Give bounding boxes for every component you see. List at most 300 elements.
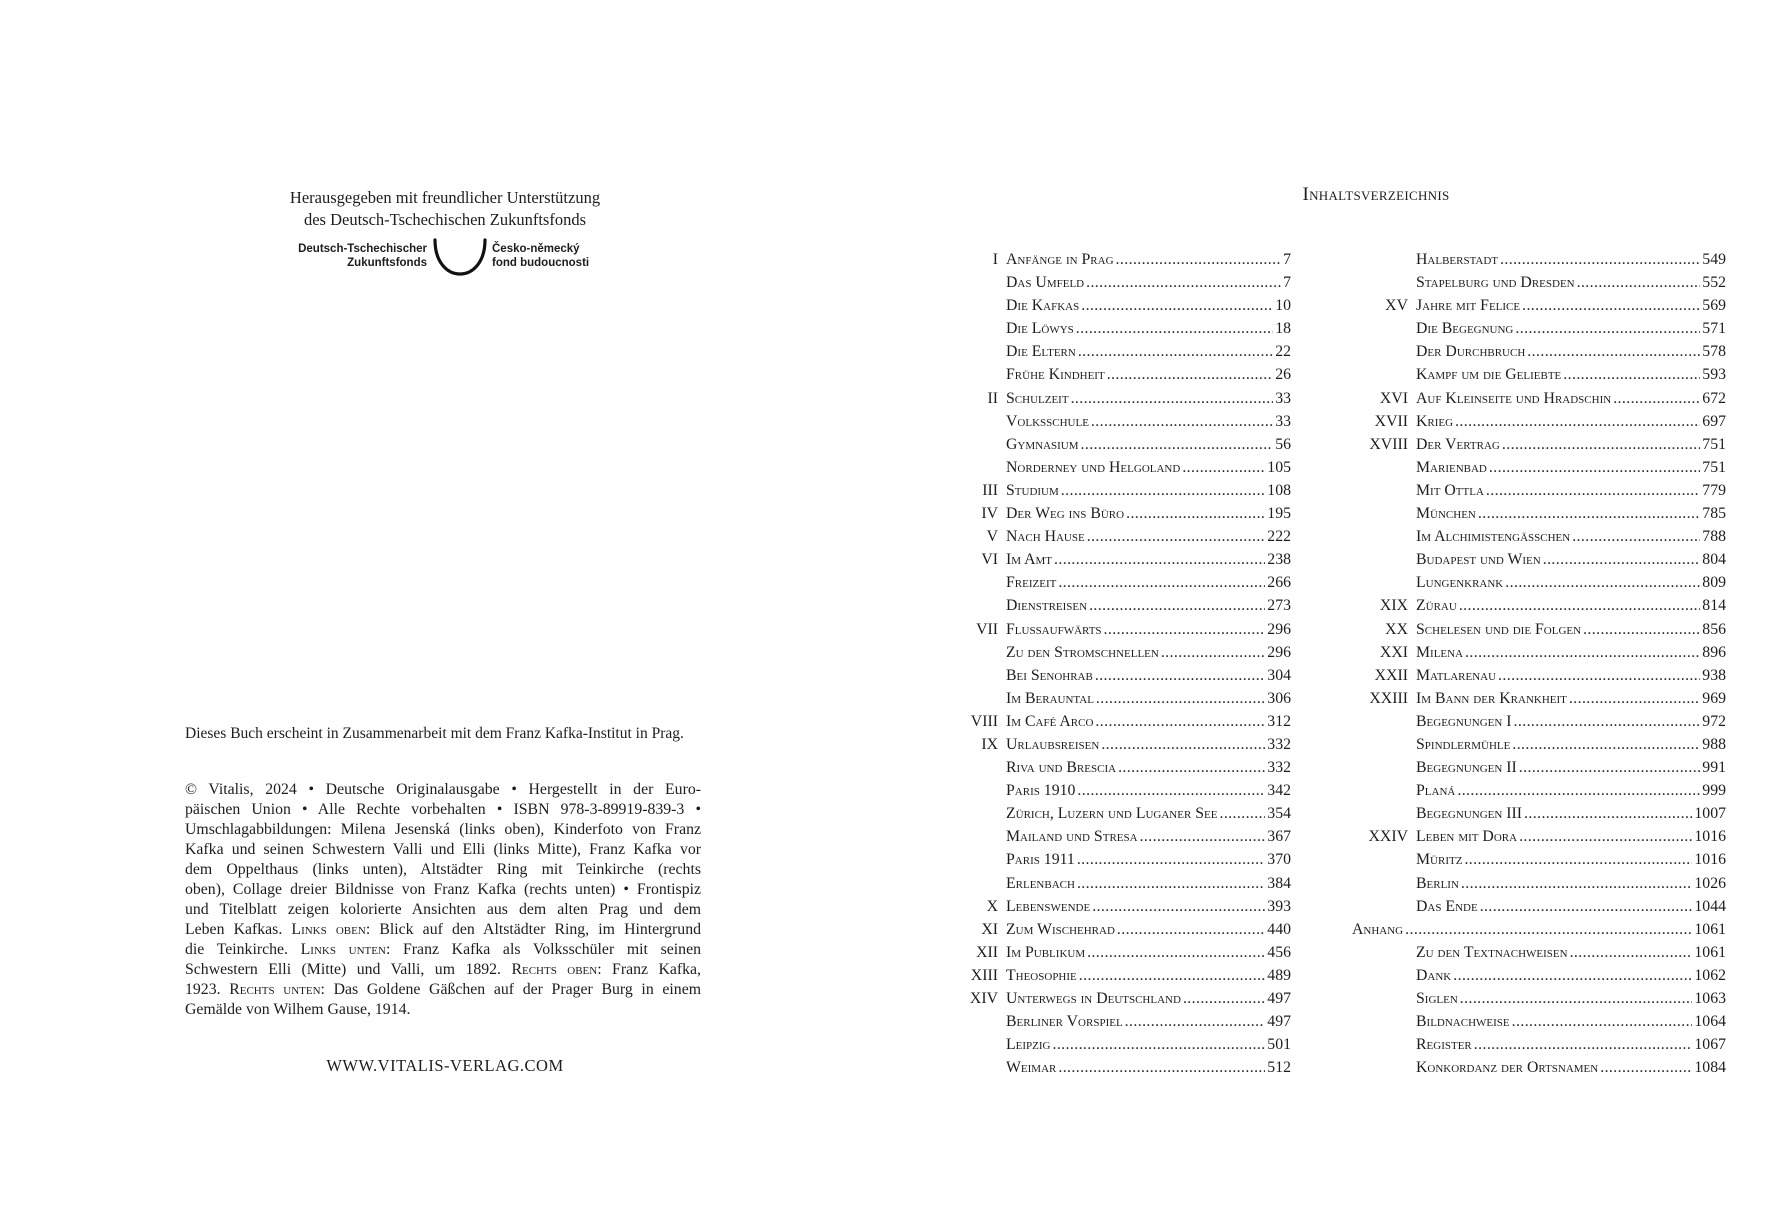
chapter-title: Norderney und Helgoland xyxy=(1006,458,1181,476)
chapter-title: Berliner Vorspiel xyxy=(1006,1013,1123,1031)
toc-entry xyxy=(1352,571,1726,594)
chapter-title: Unterwegs in Deutschland xyxy=(1006,990,1181,1007)
chapter-title: Begegnungen I xyxy=(1416,712,1512,730)
toc-entry xyxy=(946,548,1291,571)
imprint-line xyxy=(185,860,701,880)
toc-entry xyxy=(1352,825,1726,848)
dot-leader xyxy=(1524,802,1692,825)
toc-entry-line xyxy=(1352,918,1726,941)
chapter-title: Mit Ottla xyxy=(1416,481,1484,499)
dot-leader xyxy=(1489,456,1700,479)
dot-leader xyxy=(1505,571,1700,594)
imprint-line xyxy=(185,960,701,980)
toc-entry-line xyxy=(1006,340,1291,363)
toc-entry xyxy=(946,941,1291,964)
logo-line: fond budoucnosti xyxy=(492,257,590,269)
dot-leader xyxy=(1453,964,1692,987)
page-number: 367 xyxy=(1267,828,1291,846)
page-number: 593 xyxy=(1702,366,1726,384)
chapter-number: II xyxy=(987,389,998,407)
chapter-number: XXII xyxy=(1374,666,1408,684)
toc-entry-line xyxy=(1416,687,1726,710)
chapter-title: Planá xyxy=(1416,782,1456,800)
page-number: 969 xyxy=(1702,689,1726,707)
chapter-number: X xyxy=(986,897,998,915)
dot-leader xyxy=(1091,410,1273,433)
imprint-text: : Blick auf den Altstädter Ring, im Hintergrund xyxy=(365,921,701,938)
imprint-text: Kafka und seinen Schwestern Valli und Elli (links Mitte), Franz Kafka vor xyxy=(185,841,701,858)
chapter-number: XII xyxy=(976,943,998,961)
dot-leader xyxy=(1600,1056,1692,1079)
right-page xyxy=(886,0,1772,1208)
page-number: 1063 xyxy=(1694,990,1726,1007)
zukunftsfonds-logo xyxy=(277,238,637,278)
dot-leader xyxy=(1107,363,1274,386)
toc-entry-line xyxy=(1006,733,1291,756)
page-number: 332 xyxy=(1267,759,1291,777)
dot-leader xyxy=(1061,479,1266,502)
page-number: 552 xyxy=(1702,274,1726,292)
chapter-number: VIII xyxy=(970,712,998,730)
page-number: 33 xyxy=(1275,412,1291,430)
toc-entry-line xyxy=(1006,641,1291,664)
toc-entry-line xyxy=(1416,456,1726,479)
toc-entry xyxy=(946,1056,1291,1079)
chapter-title: Mailand und Stresa xyxy=(1006,828,1138,846)
toc-entry-line xyxy=(1006,895,1291,918)
dot-leader xyxy=(1117,918,1265,941)
chapter-title: Konkordanz der Ortsnamen xyxy=(1416,1059,1599,1077)
page-number: 33 xyxy=(1275,389,1291,407)
toc-entry-line xyxy=(1006,756,1291,779)
toc-entry xyxy=(946,687,1291,710)
toc-entry xyxy=(946,594,1291,617)
chapter-title: Gymnasium xyxy=(1006,435,1079,453)
logo-line: Deutsch-Tschechischer xyxy=(298,243,427,255)
toc-entry-line xyxy=(1416,363,1726,386)
imprint-line xyxy=(185,940,701,960)
chapter-title: Im Amt xyxy=(1006,551,1053,569)
page-number: 306 xyxy=(1267,689,1291,707)
imprint-line xyxy=(185,840,701,860)
toc-entry xyxy=(946,502,1291,525)
chapter-number: III xyxy=(982,481,998,499)
dot-leader xyxy=(1522,294,1700,317)
dot-leader xyxy=(1140,825,1266,848)
dot-leader xyxy=(1464,848,1692,871)
toc-entry xyxy=(1352,641,1726,664)
page-number: 312 xyxy=(1267,712,1291,730)
dot-leader xyxy=(1161,641,1265,664)
page-number: 238 xyxy=(1267,551,1291,569)
toc-entry xyxy=(1352,941,1726,964)
toc-entry xyxy=(946,433,1291,456)
dot-leader xyxy=(1125,1010,1266,1033)
page-number: 497 xyxy=(1267,990,1291,1007)
dot-leader xyxy=(1519,756,1701,779)
toc-entry-line xyxy=(1006,964,1291,987)
toc-entry-line xyxy=(1006,687,1291,710)
chapter-title: Begegnungen III xyxy=(1416,805,1523,823)
page-number: 856 xyxy=(1702,620,1726,638)
chapter-title: Stapelburg und Dresden xyxy=(1416,274,1575,292)
page-number: 672 xyxy=(1702,389,1726,407)
chapter-title: Begegnungen II xyxy=(1416,759,1517,777)
dot-leader xyxy=(1455,410,1700,433)
chapter-number: XXIII xyxy=(1369,689,1408,707)
chapter-number: VI xyxy=(981,551,998,569)
page-number: 972 xyxy=(1702,712,1726,730)
page-number: 1016 xyxy=(1694,828,1726,846)
page-number: 393 xyxy=(1267,897,1291,915)
chapter-title: Das Umfeld xyxy=(1006,274,1085,292)
chapter-title: Siglen xyxy=(1416,990,1458,1007)
toc-entry xyxy=(946,340,1291,363)
page-number: 991 xyxy=(1702,759,1726,777)
dot-leader xyxy=(1480,895,1693,918)
chapter-title: Lebenswende xyxy=(1006,897,1091,915)
toc-entry xyxy=(946,733,1291,756)
chapter-title: Spindlermühle xyxy=(1416,735,1511,753)
toc-entry-line xyxy=(1006,456,1291,479)
toc-entry-line xyxy=(1006,479,1291,502)
page-number: 384 xyxy=(1267,874,1291,892)
page-number: 1044 xyxy=(1694,897,1726,915)
dot-leader xyxy=(1502,433,1700,456)
chapter-title: Halberstadt xyxy=(1416,251,1499,268)
chapter-title: Jahre mit Felice xyxy=(1416,297,1521,315)
dot-leader xyxy=(1183,987,1265,1010)
dot-leader xyxy=(1460,987,1693,1010)
imprint-line xyxy=(185,980,701,1000)
dot-leader xyxy=(1116,248,1282,271)
dot-leader xyxy=(1071,387,1274,410)
dot-leader xyxy=(1512,733,1700,756)
toc-entry xyxy=(946,618,1291,641)
toc-entry-line xyxy=(1006,571,1291,594)
chapter-title: Die Eltern xyxy=(1006,343,1076,361)
toc-entry xyxy=(946,918,1291,941)
page-number: 549 xyxy=(1702,251,1726,268)
page-number: 354 xyxy=(1267,805,1291,823)
imprint-text: oben), Collage dreier Bildnisse von Franz Kafka (rechts unten) • Frontispiz xyxy=(185,881,701,898)
imprint-caption-label: Links unten xyxy=(300,941,386,958)
chapter-title: Milena xyxy=(1416,643,1464,661)
page-number: 938 xyxy=(1702,666,1726,684)
dot-leader xyxy=(1087,941,1265,964)
toc-entry xyxy=(1352,410,1726,433)
chapter-title: Kampf um die Geliebte xyxy=(1416,366,1562,384)
imprint-text: Gemälde von Wilhem Gause, 1914. xyxy=(185,1001,411,1018)
toc-entry-line xyxy=(1006,779,1291,802)
toc-entry xyxy=(1352,594,1726,617)
page-number: 569 xyxy=(1702,297,1726,315)
dot-leader xyxy=(1095,664,1265,687)
toc-entry xyxy=(1352,340,1726,363)
chapter-title: Frühe Kindheit xyxy=(1006,366,1105,384)
toc-entry xyxy=(946,964,1291,987)
chapter-number: XXIV xyxy=(1368,828,1408,846)
chapter-title: Im Café Arco xyxy=(1006,712,1094,730)
toc-entry-line xyxy=(1006,918,1291,941)
page-number: 273 xyxy=(1267,597,1291,615)
dot-leader xyxy=(1076,317,1273,340)
chapter-number: XIX xyxy=(1379,597,1408,615)
toc-entry xyxy=(1352,479,1726,502)
toc-entry-line xyxy=(1006,387,1291,410)
toc-entry xyxy=(1352,363,1726,386)
chapter-number: XXI xyxy=(1379,643,1408,661)
toc-column-right xyxy=(1352,248,1726,1079)
toc-entry-line xyxy=(1006,271,1291,294)
toc-entry xyxy=(1352,1010,1726,1033)
dot-leader xyxy=(1058,1056,1265,1079)
page-number: 788 xyxy=(1702,528,1726,546)
toc-entry-line xyxy=(1416,664,1726,687)
toc-entry xyxy=(1352,756,1726,779)
toc-entry-line xyxy=(1416,433,1726,456)
chapter-title: Paris 1911 xyxy=(1006,851,1075,869)
toc-entry-line xyxy=(1006,433,1291,456)
chapter-title: Schelesen und die Folgen xyxy=(1416,620,1582,638)
toc-entry xyxy=(946,825,1291,848)
page-number: 751 xyxy=(1702,458,1726,476)
toc-entry xyxy=(946,363,1291,386)
toc-entry xyxy=(1352,710,1726,733)
toc-title: Inhaltsverzeichnis xyxy=(1302,184,1450,205)
chapter-number: XVI xyxy=(1379,389,1408,407)
page-number: 56 xyxy=(1275,435,1291,453)
chapter-number: XI xyxy=(981,920,998,938)
toc-entry-line xyxy=(1416,1033,1726,1056)
page-number: 809 xyxy=(1702,574,1726,592)
chapter-title: Flussaufwärts xyxy=(1006,620,1102,638)
toc-entry xyxy=(946,756,1291,779)
imprint-line xyxy=(185,920,701,940)
dot-leader xyxy=(1104,618,1266,641)
imprint-line xyxy=(185,900,701,920)
toc-entry xyxy=(946,710,1291,733)
toc-entry xyxy=(946,571,1291,594)
dot-leader xyxy=(1092,895,1265,918)
page-number: 1084 xyxy=(1694,1059,1726,1077)
toc-entry xyxy=(1352,248,1726,271)
dot-leader xyxy=(1577,271,1701,294)
chapter-title: Lungenkrank xyxy=(1416,574,1504,592)
toc-entry-line xyxy=(1006,548,1291,571)
chapter-title: Bildnachweise xyxy=(1416,1013,1510,1031)
chapter-title: Der Durchbruch xyxy=(1416,343,1526,361)
page-number: 988 xyxy=(1702,735,1726,753)
dot-leader xyxy=(1486,479,1700,502)
toc-entry xyxy=(1352,987,1726,1010)
toc-entry-line xyxy=(1416,641,1726,664)
dot-leader xyxy=(1089,594,1265,617)
chapter-number: XV xyxy=(1385,297,1408,315)
dot-leader xyxy=(1572,525,1700,548)
chapter-title: Volksschule xyxy=(1006,412,1089,430)
dot-leader xyxy=(1077,872,1265,895)
arc-logo-icon xyxy=(429,238,491,278)
chapter-title: Anhang xyxy=(1352,920,1404,938)
page-number: 456 xyxy=(1267,943,1291,961)
dot-leader xyxy=(1182,456,1265,479)
chapter-title: Anfänge in Prag xyxy=(1006,251,1114,268)
toc-entry xyxy=(946,848,1291,871)
toc-entry xyxy=(1352,433,1726,456)
imprint-text: © Vitalis, 2024 • Deutsche Originalausgabe • Hergestellt in der Euro- xyxy=(185,781,701,798)
dot-leader xyxy=(1478,502,1700,525)
logo-line: Česko-německý xyxy=(492,243,580,255)
toc-entry xyxy=(1352,548,1726,571)
page-number: 1007 xyxy=(1694,805,1726,823)
chapter-title: Zum Wischehrad xyxy=(1006,920,1115,938)
chapter-title: Der Weg ins Büro xyxy=(1006,505,1125,523)
imprint-caption-label: Links oben xyxy=(291,921,366,938)
chapter-title: Register xyxy=(1416,1036,1472,1054)
page-number: 804 xyxy=(1702,551,1726,569)
dot-leader xyxy=(1077,848,1265,871)
toc-entry xyxy=(946,664,1291,687)
dot-leader xyxy=(1514,710,1701,733)
chapter-number: XIII xyxy=(970,966,998,984)
dot-leader xyxy=(1527,340,1700,363)
toc-entry xyxy=(946,779,1291,802)
imprint-line xyxy=(185,820,701,840)
chapter-title: Marienbad xyxy=(1416,458,1487,476)
page-number: 489 xyxy=(1267,966,1291,984)
page-number: 18 xyxy=(1275,320,1291,338)
dot-leader xyxy=(1512,1010,1693,1033)
dot-leader xyxy=(1515,317,1700,340)
chapter-title: Zürich, Luzern und Luganer See xyxy=(1006,805,1218,823)
page-number: 332 xyxy=(1267,735,1291,753)
logo-text-german xyxy=(277,242,427,270)
toc-entry-line xyxy=(1416,410,1726,433)
page-number: 1016 xyxy=(1694,851,1726,869)
chapter-title: Im Berauntal xyxy=(1006,689,1094,707)
toc-entry xyxy=(1352,1056,1726,1079)
toc-entry xyxy=(946,1033,1291,1056)
dot-leader xyxy=(1081,294,1273,317)
page-number: 296 xyxy=(1267,643,1291,661)
toc-entry xyxy=(1352,779,1726,802)
toc-column-left xyxy=(946,248,1291,1079)
toc-entry-line xyxy=(1416,802,1726,825)
page-number: 7 xyxy=(1283,251,1291,268)
dot-leader xyxy=(1219,802,1265,825)
dot-leader xyxy=(1474,1033,1693,1056)
chapter-title: Zu den Textnachweisen xyxy=(1416,943,1568,961)
toc-entry xyxy=(1352,918,1726,941)
toc-entry xyxy=(946,317,1291,340)
page-number: 108 xyxy=(1267,481,1291,499)
toc-entry-line xyxy=(1416,825,1726,848)
toc-entry-line xyxy=(1416,941,1726,964)
page-number: 304 xyxy=(1267,666,1291,684)
dot-leader xyxy=(1081,433,1274,456)
toc-entry xyxy=(946,248,1291,271)
toc-entry xyxy=(1352,525,1726,548)
imprint-line xyxy=(185,800,701,820)
chapter-number: XVII xyxy=(1374,412,1408,430)
dot-leader xyxy=(1058,571,1265,594)
dot-leader xyxy=(1569,687,1700,710)
toc-entry-line xyxy=(1006,664,1291,687)
page-number: 1067 xyxy=(1694,1036,1726,1054)
publisher-website: WWW.VITALIS-VERLAG.COM xyxy=(326,1056,564,1075)
page-number: 697 xyxy=(1702,412,1726,430)
toc-entry-line xyxy=(1006,987,1291,1010)
cooperation-note: Dieses Buch erscheint in Zusammenarbeit mit dem Franz Kafka-Institut in Prag. xyxy=(185,725,684,742)
toc-entry-line xyxy=(1006,618,1291,641)
toc-entry xyxy=(1352,317,1726,340)
dot-leader xyxy=(1079,964,1266,987)
dot-leader xyxy=(1519,825,1692,848)
toc-entry xyxy=(946,479,1291,502)
chapter-title: Leben mit Dora xyxy=(1416,828,1518,846)
page-number: 751 xyxy=(1702,435,1726,453)
logo-line: Zukunftsfonds xyxy=(347,257,427,269)
toc-entry xyxy=(946,895,1291,918)
page-number: 571 xyxy=(1702,320,1726,338)
page-number: 512 xyxy=(1267,1059,1291,1077)
toc-entry-line xyxy=(1416,618,1726,641)
toc-entry xyxy=(1352,872,1726,895)
toc-entry xyxy=(946,456,1291,479)
imprint-text: päischen Union • Alle Rechte vorbehalten • ISBN 978-3-89919-839-3 • xyxy=(185,801,701,818)
chapter-title: Matlarenau xyxy=(1416,666,1497,684)
toc-entry xyxy=(946,525,1291,548)
support-notice xyxy=(250,187,640,231)
chapter-title: Der Vertrag xyxy=(1416,435,1500,453)
toc-entry xyxy=(946,987,1291,1010)
page-number: 26 xyxy=(1275,366,1291,384)
dot-leader xyxy=(1101,733,1265,756)
toc-entry-line xyxy=(1006,941,1291,964)
chapter-title: Bei Senohrab xyxy=(1006,666,1093,684)
chapter-title: Studium xyxy=(1006,481,1059,499)
dot-leader xyxy=(1118,756,1265,779)
imprint-block xyxy=(185,780,701,1020)
imprint-text: Umschlagabbildungen: Milena Jesenská (links oben), Kinderfoto von Franz xyxy=(185,821,701,838)
chapter-title: Im Publikum xyxy=(1006,943,1086,961)
toc-entry xyxy=(1352,1033,1726,1056)
chapter-title: Müritz xyxy=(1416,851,1463,869)
toc-entry xyxy=(1352,456,1726,479)
toc-entry-line xyxy=(1416,895,1726,918)
chapter-number: VII xyxy=(976,620,998,638)
toc-entry xyxy=(946,387,1291,410)
dot-leader xyxy=(1405,918,1692,941)
chapter-title: Berlin xyxy=(1416,874,1459,892)
dot-leader xyxy=(1052,1033,1265,1056)
toc-entry xyxy=(946,802,1291,825)
chapter-title: Schulzeit xyxy=(1006,389,1069,407)
page-number: 896 xyxy=(1702,643,1726,661)
dot-leader xyxy=(1087,525,1266,548)
toc-entry xyxy=(946,410,1291,433)
page-number: 1062 xyxy=(1694,966,1726,984)
imprint-text: : Das Goldene Gäßchen auf der Prager Burg in einem xyxy=(320,981,701,998)
toc-entry-line xyxy=(1416,756,1726,779)
page-number: 785 xyxy=(1702,505,1726,523)
chapter-title: Das Ende xyxy=(1416,897,1478,915)
page-number: 440 xyxy=(1267,920,1291,938)
imprint-text: dem Oppelthaus (links unten), Altstädter Ring mit Teinkirche (rechts xyxy=(185,861,701,878)
dot-leader xyxy=(1126,502,1265,525)
dot-leader xyxy=(1543,548,1701,571)
